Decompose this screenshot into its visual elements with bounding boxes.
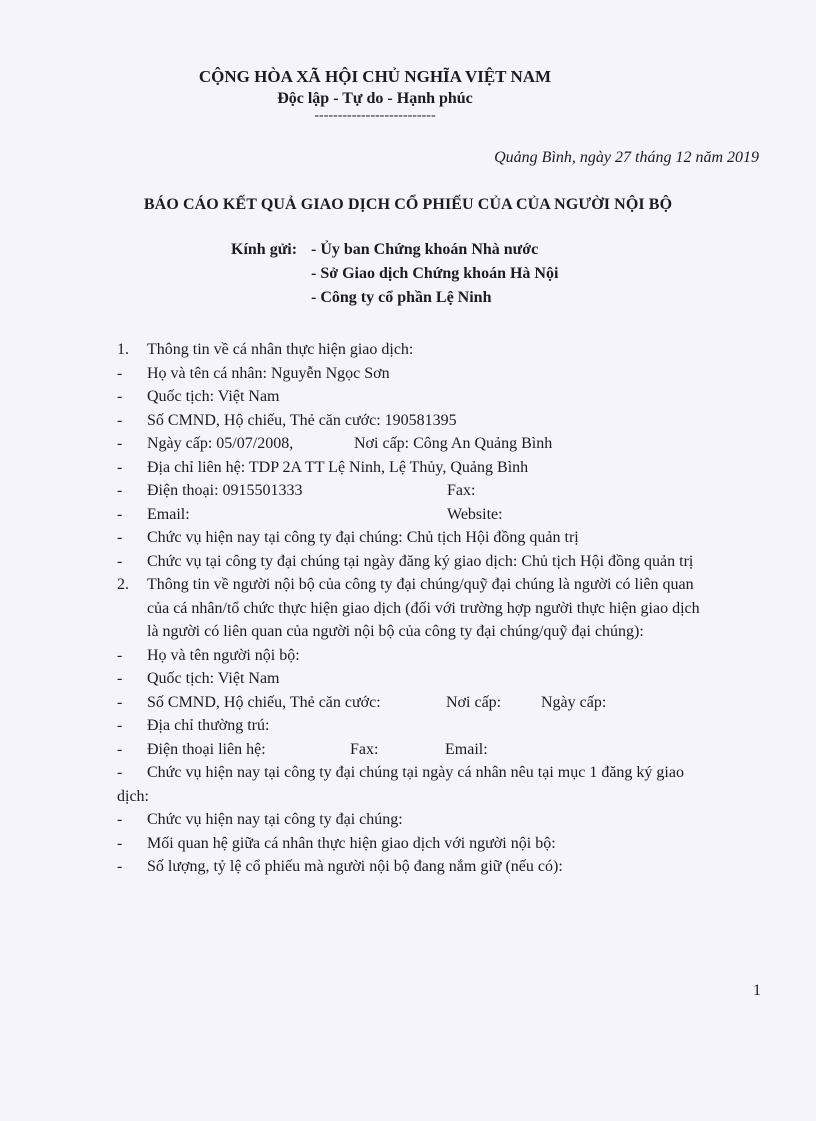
field-holding: - Số lượng, tỷ lệ cổ phiếu mà người nội bộ đang nắm giữ (nếu có): <box>117 858 563 875</box>
section-2-heading-cont: là người có liên quan của người nội bộ của công ty đại chúng/quỹ đại chúng): <box>147 623 644 640</box>
section-1-heading: 1. Thông tin về cá nhân thực hiện giao dịch: <box>117 338 762 362</box>
field-insider-position-now: - Chức vụ hiện nay tại công ty đại chúng: <box>117 811 403 828</box>
document-title: BÁO CÁO KẾT QUẢ GIAO DỊCH CỔ PHIẾU CỦA CỦA NGƯỜI NỘI BỘ <box>143 196 673 213</box>
field-issue: - Ngày cấp: 05/07/2008, Nơi cấp: Công An Quảng Bình <box>117 435 553 452</box>
field-relation: - Mối quan hệ giữa cá nhân thực hiện giao dịch với người nội bộ: <box>117 834 556 852</box>
field-nationality: - Quốc tịch: Việt Nam <box>117 388 280 405</box>
recipient-item: - Công ty cổ phần Lệ Ninh <box>311 289 492 306</box>
section-2-heading: 2. Thông tin về người nội bộ của công ty đại chúng/quỹ đại chúng là người có liên quan <box>117 573 762 597</box>
national-header <box>175 66 575 122</box>
document-body <box>117 338 762 879</box>
national-motto: Độc lập - Tự do - Hạnh phúc <box>277 90 473 107</box>
page-number: 1 <box>753 982 761 999</box>
field-id: - Số CMND, Hộ chiếu, Thẻ căn cước: 190581395 <box>117 411 457 429</box>
field-insider-contact: - Điện thoại liên hệ: Fax: Email: <box>117 740 488 758</box>
field-insider-position-reg: - Chức vụ hiện nay tại công ty đại chúng tại ngày cá nhân nêu tại mục 1 đăng ký giao <box>117 764 684 781</box>
field-address: - Địa chỉ liên hệ: TDP 2A TT Lệ Ninh, Lệ Thủy, Quảng Bình <box>117 458 529 476</box>
field-position-now: - Chức vụ hiện nay tại công ty đại chúng: Chủ tịch Hội đồng quản trị <box>117 529 579 546</box>
field-insider-position-reg-cont: dịch: <box>117 787 149 805</box>
field-phone-fax: - Điện thoại: 0915501333 Fax: <box>117 482 476 499</box>
recipient-item: - Ủy ban Chứng khoán Nhà nước <box>311 241 539 258</box>
country-name: CỘNG HÒA XÃ HỘI CHỦ NGHĨA VIỆT NAM <box>198 67 552 86</box>
field-insider-address: - Địa chỉ thường trú: <box>117 717 270 734</box>
field-position-reg: - Chức vụ tại công ty đại chúng tại ngày đăng ký giao dịch: Chủ tịch Hội đồng quản trị <box>117 552 694 570</box>
field-insider-name: - Họ và tên người nội bộ: <box>117 646 300 664</box>
field-email-website: - Email: Website: <box>117 505 503 523</box>
recipients-block <box>231 238 558 310</box>
field-name: - Họ và tên cá nhân: Nguyễn Ngọc Sơn <box>117 364 390 382</box>
header-rule: -------------------------- <box>314 108 436 123</box>
recipient-item: - Sở Giao dịch Chứng khoán Hà Nội <box>311 265 559 282</box>
recipients-label: Kính gửi: <box>231 241 298 258</box>
field-insider-nationality: - Quốc tịch: Việt Nam <box>117 670 280 687</box>
section-number: 2. <box>117 576 129 593</box>
field-insider-id: - Số CMND, Hộ chiếu, Thẻ căn cước: Nơi cấp: Ngày cấp: <box>117 693 607 711</box>
place-date: Quảng Bình, ngày 27 tháng 12 năm 2019 <box>494 149 759 166</box>
section-2-heading-cont: của cá nhân/tổ chức thực hiện giao dịch (đối với trường hợp người thực hiện giao dịch <box>147 599 700 617</box>
section-number: 1. <box>117 341 129 358</box>
